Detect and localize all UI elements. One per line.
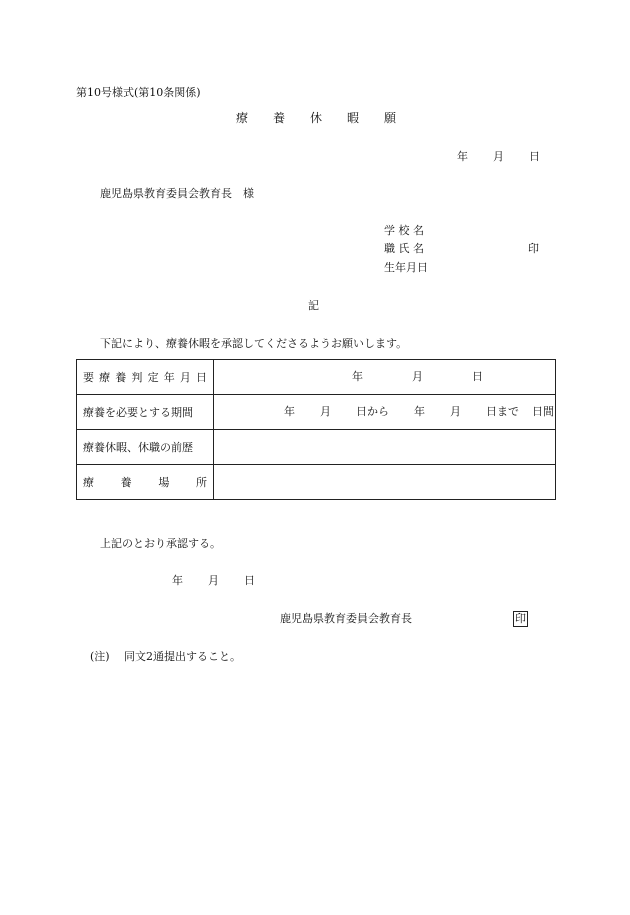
title-char: 休 [310, 111, 323, 125]
to-year-label: 年 [414, 405, 425, 418]
seal-mark: 印 [528, 242, 539, 255]
title-char: 願 [384, 111, 397, 125]
note-label: (注) [90, 650, 110, 663]
to-day-label: 日まで [486, 405, 519, 418]
label-char: 年 [163, 371, 175, 384]
month-label: 月 [493, 150, 504, 163]
days-count-label: 日間 [532, 405, 554, 418]
row-label-history: 療養休暇、休職の前歴 [77, 430, 214, 465]
from-year-label: 年 [284, 405, 295, 418]
document-title [236, 111, 396, 125]
seal-box [513, 611, 528, 627]
month-label: 月 [208, 574, 219, 587]
period-value[interactable] [214, 395, 556, 430]
form-number: 第10号様式(第10条関係) [76, 86, 201, 99]
birth-date-label: 生年月日 [384, 261, 428, 274]
approval-text: 上記のとおり承認する。 [100, 537, 221, 550]
label-char: 要 [83, 371, 94, 384]
staff-name-label: 職 氏 名 [384, 242, 424, 255]
approval-authority: 鹿児島県教育委員会教育長 [280, 612, 412, 625]
table-row [77, 430, 556, 465]
place-value[interactable] [214, 465, 556, 500]
month-label: 月 [412, 370, 423, 383]
table-row [77, 360, 556, 395]
row-label-place [77, 465, 214, 500]
year-label: 年 [172, 574, 183, 587]
label-char: 場 [158, 476, 170, 489]
year-label: 年 [352, 370, 363, 383]
row-label-judgment-date [77, 360, 214, 395]
seal-mark: 印 [515, 612, 526, 625]
year-label: 年 [457, 150, 468, 163]
addressee: 鹿児島県教育委員会教育長 様 [100, 187, 254, 200]
title-char: 養 [273, 111, 286, 125]
to-month-label: 月 [450, 405, 461, 418]
label-char: 日 [195, 371, 207, 384]
table-row [77, 465, 556, 500]
table-row [77, 395, 556, 430]
from-day-label: 日から [356, 405, 389, 418]
day-label: 日 [244, 574, 255, 587]
day-label: 日 [472, 370, 483, 383]
label-char: 月 [179, 371, 191, 384]
label-char: 療 [83, 476, 94, 489]
label-char: 養 [115, 371, 127, 384]
history-value[interactable] [214, 430, 556, 465]
label-char: 定 [147, 371, 159, 384]
title-char: 療 [236, 111, 249, 125]
label-char: 所 [195, 476, 207, 489]
note-text: 同文2通提出すること。 [124, 650, 241, 663]
label-char: 療 [99, 371, 111, 384]
label-char: 判 [131, 371, 143, 384]
row-label-period: 療養を必要とする期間 [77, 395, 214, 430]
day-label: 日 [529, 150, 540, 163]
school-name-label: 学 校 名 [384, 224, 424, 237]
request-table [76, 359, 556, 500]
title-char: 暇 [347, 111, 360, 125]
judgment-date-value[interactable] [214, 360, 556, 395]
ki-heading: 記 [308, 299, 319, 312]
label-char: 養 [120, 476, 132, 489]
from-month-label: 月 [320, 405, 331, 418]
request-text: 下記により、療養休暇を承認してくださるようお願いします。 [100, 337, 408, 350]
